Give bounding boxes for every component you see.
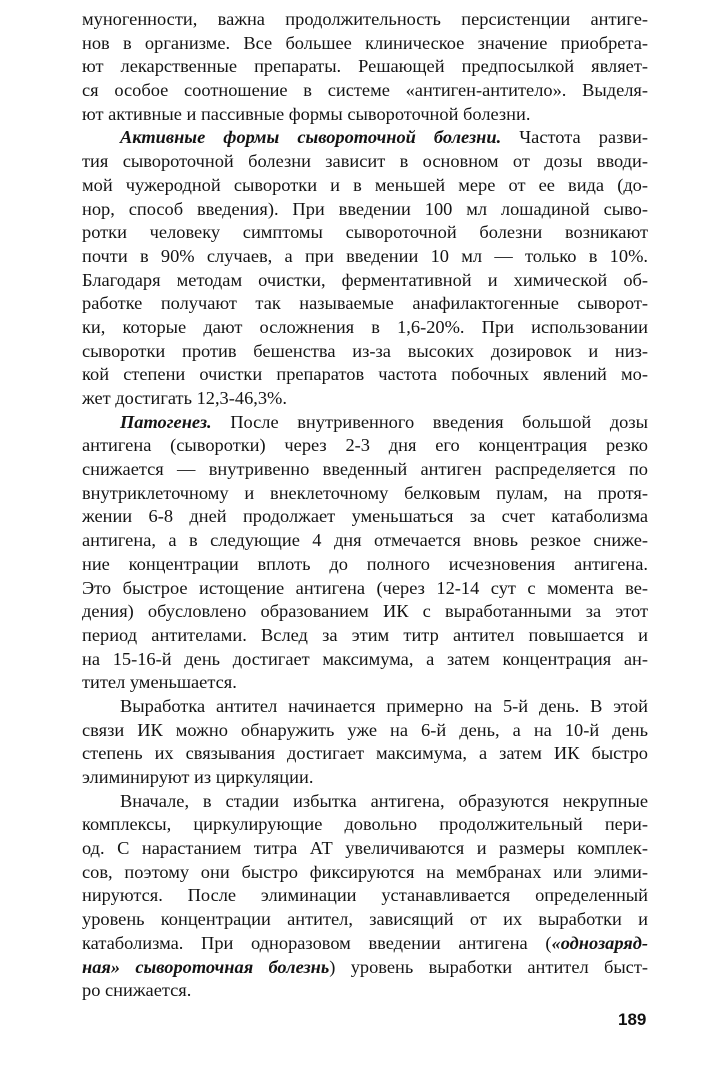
text-line: ют лекарственные препараты. Решающей предпосылкой являет- <box>82 56 648 77</box>
text-body <box>82 8 648 1003</box>
text-line <box>82 411 648 435</box>
text-line: степень их связывания достигает максимума, а затем ИК быстро <box>82 743 648 764</box>
text-run: ) уровень выработки антител быст- <box>329 956 648 977</box>
text-run: катаболизма. При одноразовом введении антигена ( <box>82 932 552 953</box>
text-line <box>82 932 648 956</box>
text-line <box>82 126 648 150</box>
text-line: жении 6-8 дней продолжает уменьшаться за счет катаболизма <box>82 506 648 527</box>
text-line: нор, способ введения). При введении 100 мл лошадиной сыво- <box>82 198 648 219</box>
text-line: од. С нарастанием титра АТ увеличиваются и размеры комплек- <box>82 838 648 859</box>
text-line: муногенности, важна продолжительность персистенции антиге- <box>82 9 648 29</box>
text-line: ро снижается. <box>82 980 192 1001</box>
text-line <box>82 956 648 980</box>
text-line: связи ИК можно обнаружить уже на 6-й день, а на 10-й день <box>82 719 648 740</box>
section-heading-pathogenesis: Патогенез. <box>120 411 212 432</box>
text-line: тител уменьшается. <box>82 672 237 693</box>
text-line: нируются. После элиминации устанавливается определенный <box>82 885 648 906</box>
text-line: Выработка антител начинается примерно на 5-й день. В этой <box>120 695 648 716</box>
text-line: сов, поэтому они быстро фиксируются на мембранах или элими- <box>82 861 648 882</box>
text-line: почти в 90% случаев, а при введении 10 мл — только в 10%. <box>82 245 648 266</box>
text-line: уровень концентрации антител, зависящий от их выработки и <box>82 909 648 930</box>
text-line: элиминируют из циркуляции. <box>82 767 314 787</box>
text-line: Это быстрое истощение антигена (через 12-14 сут с момента ве- <box>82 577 648 598</box>
text-line: мой чужеродной сыворотки и в меньшей мере от ее вида (до- <box>82 174 648 195</box>
text-line: работке получают так называемые анафилактогенные сыворот- <box>82 293 648 314</box>
text-line: период антителами. Вслед за этим титр антител повышается и <box>82 624 648 645</box>
text-run: Частота разви- <box>501 127 648 148</box>
text-line: Вначале, в стадии избытка антигена, образуются некрупные <box>120 790 648 811</box>
text-line: на 15-16-й день достигает максимума, а затем концентрация ан- <box>82 648 648 669</box>
text-run: После внутривенного введения большой дозы <box>211 411 648 432</box>
text-line: ют активные и пассивные формы сывороточной болезни. <box>82 103 531 124</box>
term-one-shot-serum-sickness: «однозаряд- <box>551 932 648 953</box>
text-line: ки, которые дают осложнения в 1,6-20%. При использовании <box>82 316 648 337</box>
text-line: снижается — внутривенно введенный антиген распределяется по <box>82 459 648 480</box>
text-line: ротки человеку симптомы сывороточной болезни возникают <box>82 222 648 243</box>
term-one-shot-serum-sickness-cont: ная» сывороточная болезнь <box>82 956 330 977</box>
text-line: антигена (сыворотки) через 2-3 дня его концентрация резко <box>82 435 648 456</box>
text-line: антигена, а в следующие 4 дня отмечается вновь резкое сниже- <box>82 530 648 551</box>
text-line: жет достигать 12,3-46,3%. <box>82 388 287 408</box>
text-line: дения) обусловлено образованием ИК с выработанными за этот <box>82 601 648 622</box>
text-line: комплексы, циркулирующие довольно продолжительный пери- <box>82 814 648 835</box>
text-line: нов в организме. Все большее клиническое значение приобрета- <box>82 32 648 53</box>
text-line: Благодаря методам очистки, ферментативной и химической об- <box>82 269 648 290</box>
text-line: тия сывороточной болезни зависит в основном от дозы вводи- <box>82 151 648 172</box>
text-line: кой степени очистки препаратов частота побочных явлений мо- <box>82 364 648 385</box>
section-heading-active-forms: Активные формы сывороточной болезни. <box>120 127 502 148</box>
text-line: ся особое соотношение в системе «антиген-антитело». Выделя- <box>82 80 648 101</box>
text-line: ние концентрации вплоть до полного исчезновения антигена. <box>82 553 648 574</box>
text-line: внутриклеточному и внеклеточному белковым пулам, на протя- <box>82 482 648 503</box>
text-line: сыворотки против бешенства из-за высоких дозировок и низ- <box>82 340 648 361</box>
page-number: 189 <box>618 1010 647 1029</box>
